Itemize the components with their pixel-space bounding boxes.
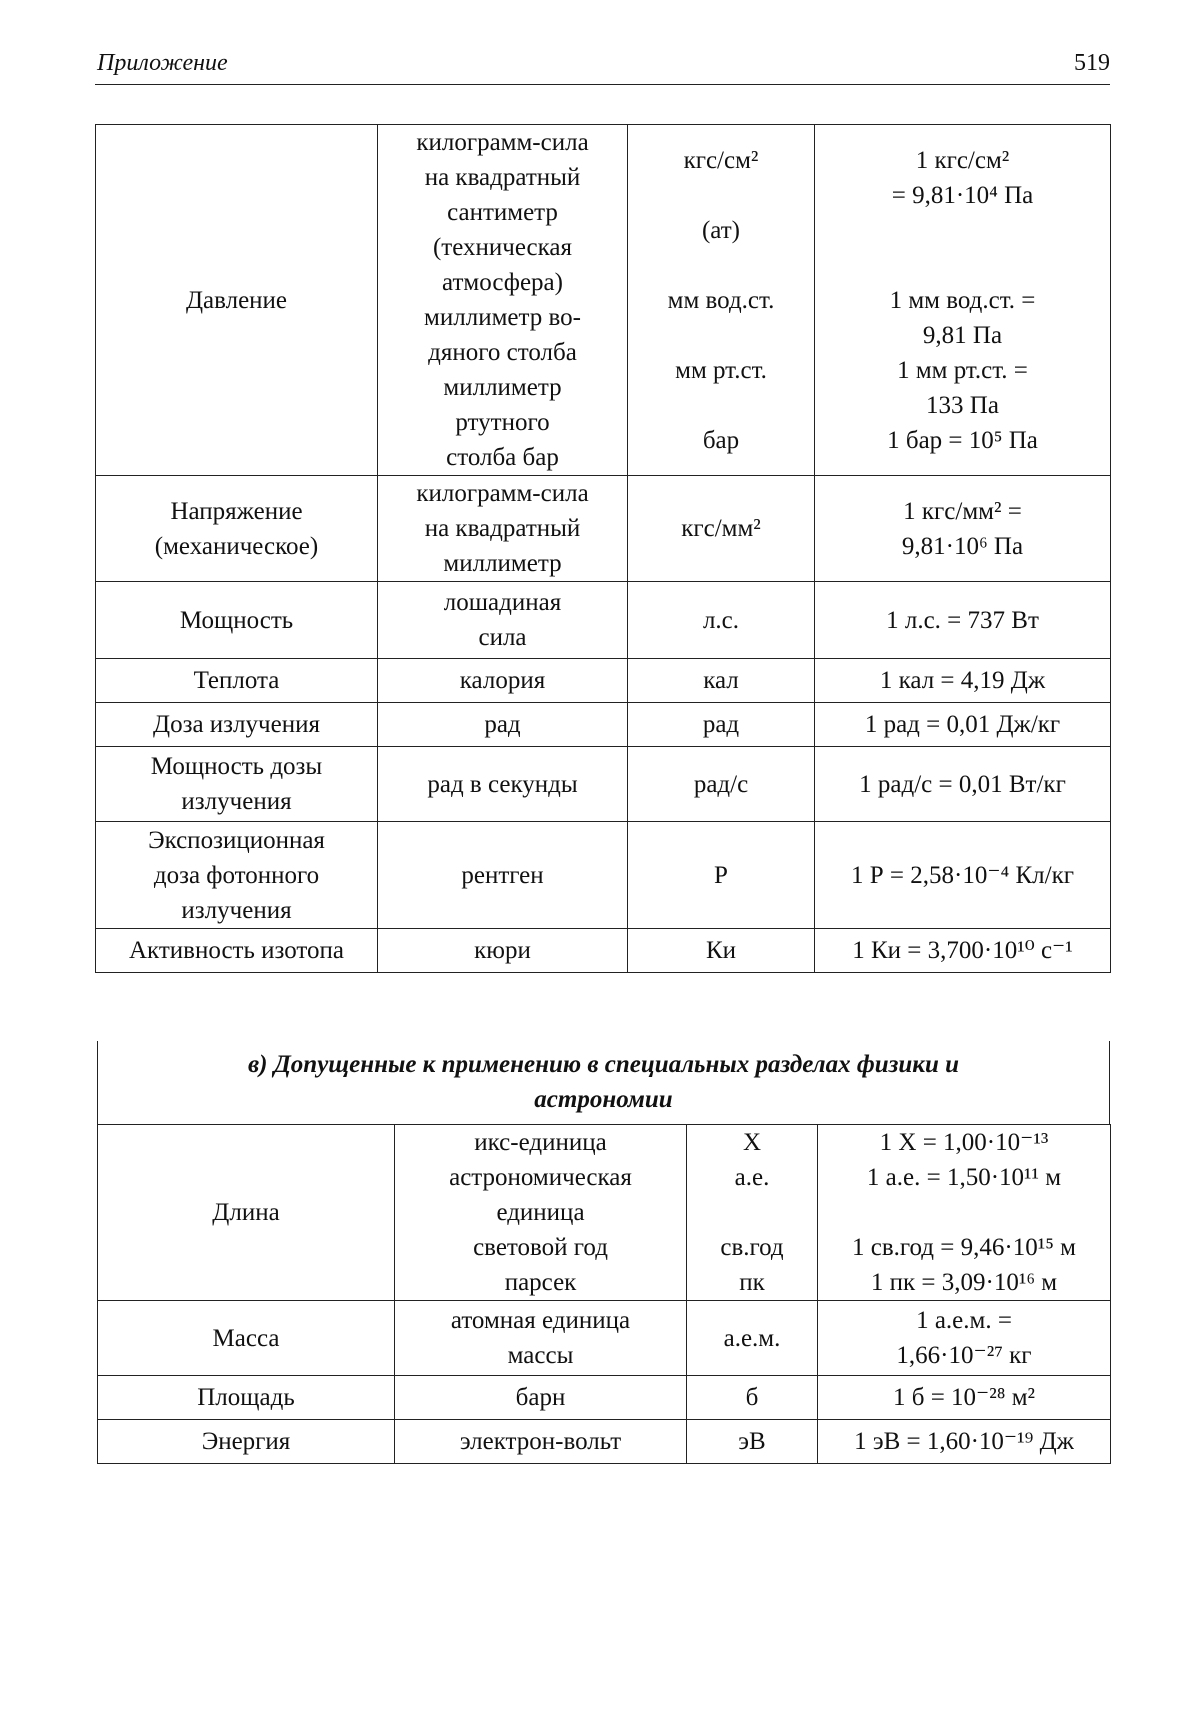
cell-line: сила [478,624,527,651]
cell-line: 1,66·10⁻²⁷ кг [896,1342,1032,1369]
table-row [98,1420,1111,1464]
cell-line: Экспозиционная [148,826,325,854]
cell-line: 1 л.с. = 737 Вт [886,606,1039,634]
cell-line: миллиметр во- [424,304,581,331]
unit-relation-cell [818,1376,1111,1420]
cell-line: Активность изотопа [128,937,344,964]
cell-line [634,248,808,283]
quantity-cell [98,1125,395,1301]
quantity-cell [98,1420,395,1464]
cell-line: 1 бар = 10⁵ Па [887,426,1038,454]
units-table-lower [97,1124,1111,1464]
cell-line: 1 рад = 0,01 Дж/кг [864,711,1061,738]
cell-line: 1 рад/с = 0,01 Вт/кг [859,770,1066,798]
unit-relation-cell [818,1125,1111,1301]
unit-symbol-cell [687,1376,818,1420]
unit-name-cell [378,476,628,582]
cell-line: Напряжение [170,497,303,525]
unit-relation-cell [818,1420,1111,1464]
quantity-cell [96,747,378,822]
cell-line: излучения [181,788,292,815]
unit-symbol-cell [628,747,815,822]
cell-line: на квадратный [424,515,581,542]
table-row [98,1125,1111,1301]
section-title-line: в) Допущенные к применению в специальных разделах физики и [247,1051,960,1078]
units-table-upper [95,124,1111,973]
cell-line: св.год [720,1234,784,1261]
quantity-cell [98,1301,395,1376]
cell-line: массы [507,1342,574,1369]
unit-relation-cell [815,582,1111,659]
unit-symbol-cell [628,929,815,973]
unit-name-cell [378,703,628,747]
table-row [96,822,1111,929]
unit-relation-cell [815,822,1111,929]
header-rule [95,84,1110,85]
cell-line [821,248,1104,283]
cell-line: кюри [474,937,531,964]
table-row [96,476,1111,582]
cell-line: 1 а.е.м. = [916,1307,1012,1334]
cell-line: сантиметр [447,199,558,226]
cell-line: рад/с [693,770,749,798]
cell-line: килограмм-сила [416,129,589,156]
cell-line: 1 X = 1,00·10⁻¹³ [879,1129,1049,1156]
quantity-cell [96,929,378,973]
cell-line: килограмм-сила [416,480,589,507]
cell-line: рад [484,711,521,738]
cell-line: мм рт.ст. [675,356,767,384]
cell-line: 133 Па [926,391,999,419]
cell-line: 9,81·10⁶ Па [901,532,1024,560]
unit-relation-cell [815,476,1111,582]
cell-line: электрон-вольт [459,1428,622,1455]
cell-line: барн [515,1384,566,1411]
cell-line: дяного столба [428,339,577,366]
cell-line: Р [714,861,728,889]
unit-symbol-cell [628,703,815,747]
cell-line [634,388,808,423]
unit-symbol-cell [628,822,815,929]
table-row [96,747,1111,822]
unit-relation-cell [818,1301,1111,1376]
unit-symbol-cell [628,125,815,476]
unit-relation-cell [815,747,1111,822]
cell-line: на квадратный [424,164,581,191]
cell-line: Длина [212,1199,280,1226]
table-row [96,125,1111,476]
cell-line: 1 кгс/мм² = [903,497,1022,525]
cell-line [693,1195,811,1230]
cell-line: 1 б = 10⁻²⁸ м² [892,1384,1036,1411]
unit-name-cell [395,1301,687,1376]
table-row [96,703,1111,747]
unit-name-cell [395,1125,687,1301]
cell-line: Мощность дозы [150,753,323,780]
unit-name-cell [378,659,628,703]
cell-line: лошадиная [443,589,562,616]
cell-line: (механическое) [154,532,319,560]
cell-line: столба бар [446,444,559,471]
cell-line: кал [703,667,739,694]
cell-line: 1 эВ = 1,60·10⁻¹⁹ Дж [854,1428,1074,1455]
table-row [98,1376,1111,1420]
unit-name-cell [378,582,628,659]
cell-line: а.е.м. [723,1324,781,1352]
cell-line: 1 кгс/см² [915,146,1010,174]
quantity-cell [96,582,378,659]
running-header-title: Приложение [97,50,228,76]
unit-name-cell [378,747,628,822]
cell-line: л.с. [702,606,740,634]
unit-symbol-cell [628,582,815,659]
cell-line: Доза излучения [153,711,320,738]
cell-line: бар [702,426,740,454]
cell-line: икс-единица [474,1129,607,1156]
cell-line: парсек [504,1269,577,1296]
cell-line: (техническая [432,234,573,261]
cell-line: X [742,1129,762,1156]
cell-line: ртутного [455,409,550,436]
quantity-cell [96,703,378,747]
unit-symbol-cell [628,659,815,703]
cell-line: эВ [738,1428,766,1455]
unit-symbol-cell [687,1420,818,1464]
cell-line: (ат) [701,216,741,244]
cell-line: рад [702,711,740,738]
cell-line: 1 мм вод.ст. = [889,286,1036,314]
cell-line: пк [739,1269,765,1296]
cell-line: световой год [473,1234,608,1261]
unit-relation-cell [815,659,1111,703]
cell-line: единица [496,1199,585,1226]
cell-line: астрономическая [449,1164,632,1191]
cell-line: Давление [185,286,288,314]
table-row [96,582,1111,659]
quantity-cell [96,659,378,703]
cell-line: Площадь [197,1384,295,1411]
section-title-line: астрономии [534,1086,673,1113]
cell-line: 1 св.год = 9,46·10¹⁵ м [852,1234,1076,1261]
unit-relation-cell [815,929,1111,973]
quantity-cell [96,822,378,929]
cell-line [824,1195,1104,1230]
unit-symbol-cell [687,1301,818,1376]
unit-name-cell [378,929,628,973]
unit-relation-cell [815,125,1111,476]
cell-line: а.е. [734,1164,770,1191]
unit-relation-cell [815,703,1111,747]
table-row [96,659,1111,703]
cell-line: 9,81 Па [922,321,1003,349]
cell-line [634,318,808,353]
quantity-cell [98,1376,395,1420]
unit-name-cell [378,125,628,476]
cell-line: атомная единица [450,1307,631,1334]
cell-line: 1 пк = 3,09·10¹⁶ м [870,1269,1058,1296]
cell-line: 1 а.е. = 1,50·10¹¹ м [866,1164,1062,1191]
cell-line: доза фотонного [153,861,320,889]
unit-name-cell [378,822,628,929]
table-row [96,929,1111,973]
cell-line [821,213,1104,248]
cell-line: Масса [212,1324,280,1352]
cell-line: рад в секунды [427,770,578,798]
cell-line: Мощность [179,606,294,634]
cell-line: калория [459,667,546,694]
cell-line: миллиметр [443,374,562,401]
quantity-cell [96,476,378,582]
unit-symbol-cell [687,1125,818,1301]
cell-line: излучения [181,896,292,924]
cell-line: 1 Ки = 3,700·10¹⁰ с⁻¹ [852,937,1073,964]
table-row [98,1301,1111,1376]
cell-line: = 9,81·10⁴ Па [891,181,1034,209]
cell-line: 1 Р = 2,58·10⁻⁴ Кл/кг [851,861,1074,889]
quantity-cell [96,125,378,476]
unit-name-cell [395,1420,687,1464]
cell-line: Энергия [201,1428,291,1455]
cell-line: 1 кал = 4,19 Дж [879,667,1046,694]
cell-line: Ки [705,937,737,964]
cell-line: кгс/мм² [681,515,761,542]
cell-line: рентген [461,861,544,889]
unit-symbol-cell [628,476,815,582]
unit-name-cell [395,1376,687,1420]
cell-line [634,178,808,213]
cell-line: атмосфера) [442,269,563,296]
section-title [97,1041,1110,1124]
cell-line: Теплота [193,667,280,694]
cell-line: миллиметр [443,550,562,577]
cell-line: б [745,1384,759,1411]
cell-line: мм вод.ст. [667,286,775,314]
cell-line: кгс/см² [683,146,759,174]
cell-line: 1 мм рт.ст. = [897,356,1028,384]
page-number: 519 [1074,50,1110,76]
